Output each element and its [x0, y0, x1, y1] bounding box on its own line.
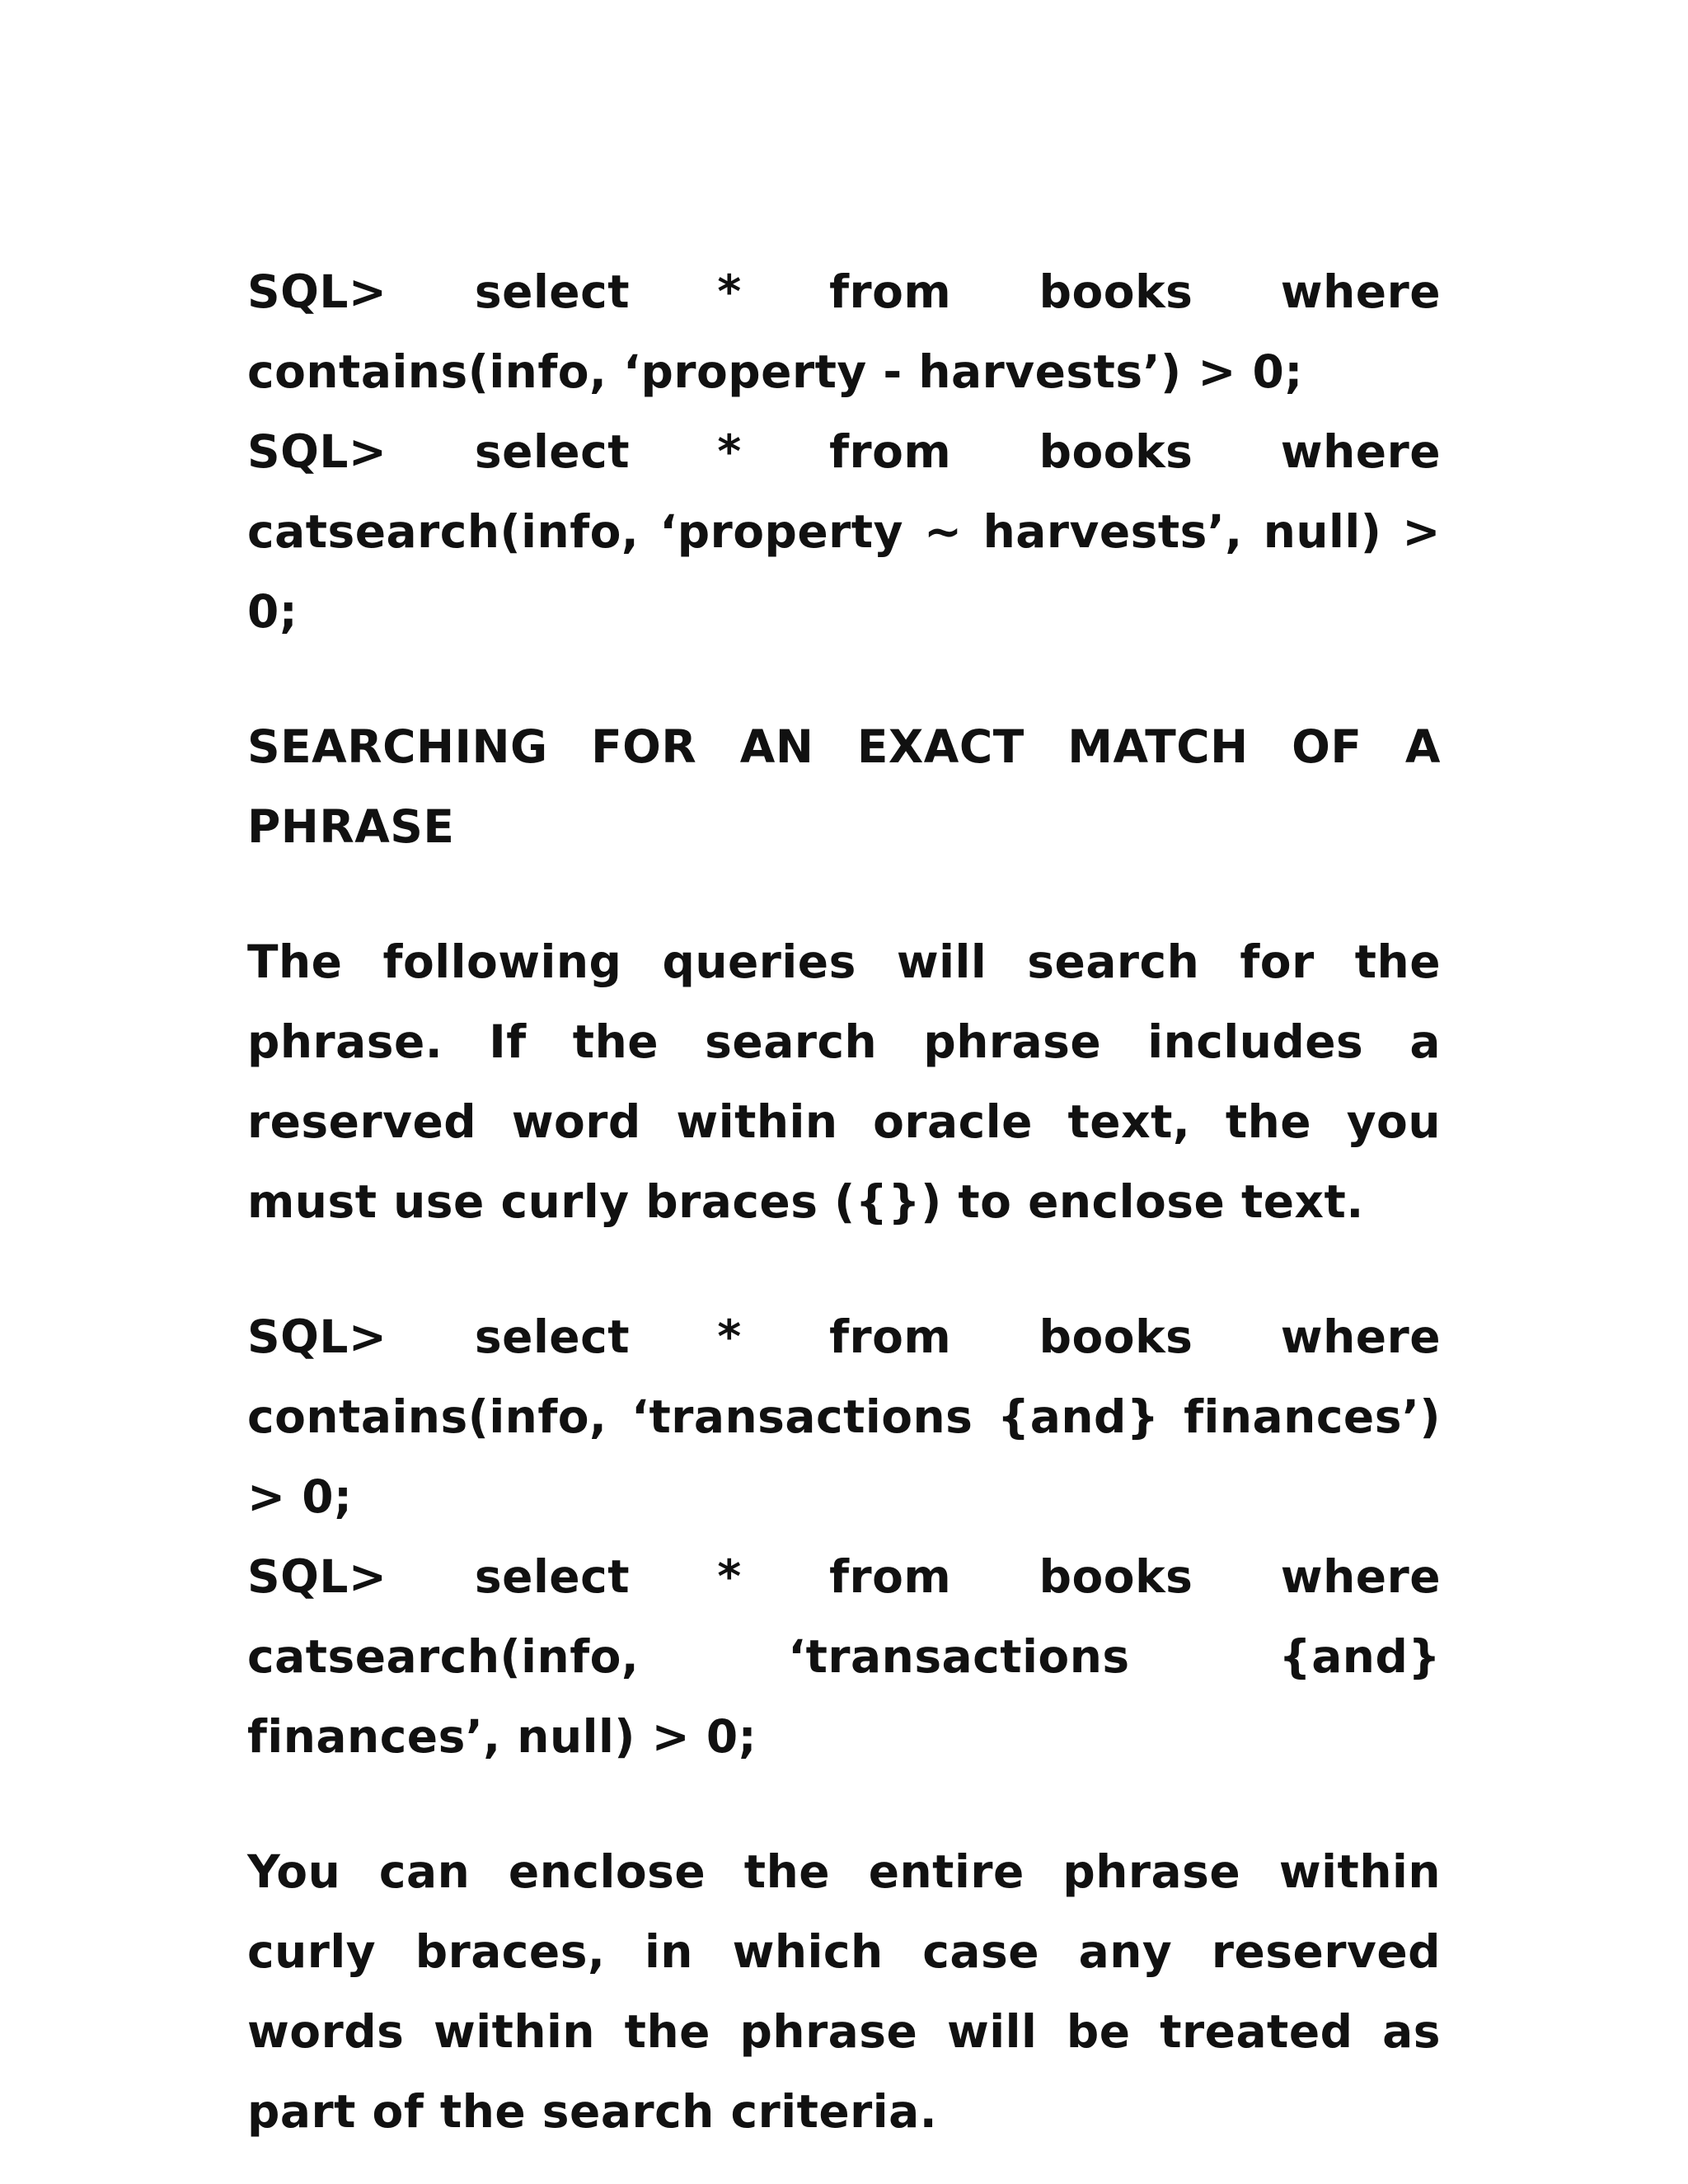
spacer	[247, 1242, 1441, 1297]
section-heading: SEARCHING FOR AN EXACT MATCH OF A PHRASE	[247, 720, 1441, 853]
spacer	[247, 867, 1441, 922]
spacer	[247, 652, 1441, 707]
body-paragraph-phrase-search: The following queries will search for the phrase. If the search phrase includes a reserved word within oracle text, the you must use curly braces ({}) to enclose text.	[247, 935, 1441, 1228]
sql-query-catsearch-transactions: SQL> select * from books where catsearch(info, ‘transactions {and} finances’, null) > 0;	[247, 1550, 1441, 1763]
spacer	[247, 1777, 1441, 1832]
document-page	[247, 252, 1441, 2152]
sql-query-contains-transactions: SQL> select * from books where contains(info, ‘transactions {and} finances’) > 0;	[247, 1310, 1441, 1523]
sql-query-contains-property: SQL> select * from books where contains(info, ‘property - harvests’) > 0;	[247, 265, 1441, 398]
sql-query-catsearch-property: SQL> select * from books where catsearch(info, ‘property ~ harvests’, null) > 0;	[247, 425, 1441, 638]
body-paragraph-curly-braces: You can enclose the entire phrase within curly braces, in which case any reserved words within the phrase will be treated as part of the search criteria.	[247, 1845, 1441, 2138]
